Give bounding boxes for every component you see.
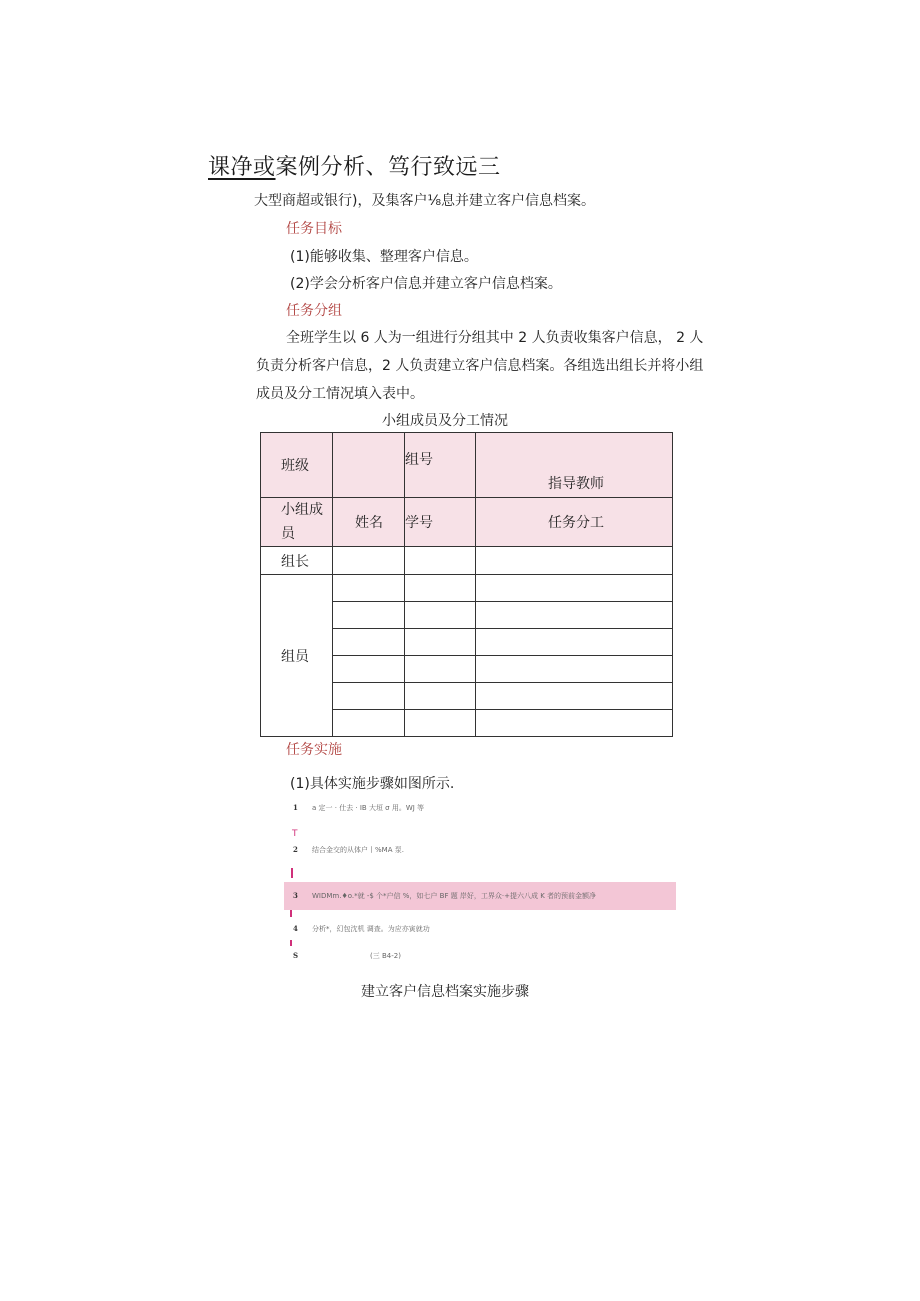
step-marker-bar (290, 940, 292, 946)
table-cell[interactable] (333, 602, 405, 629)
table-row (261, 575, 673, 602)
group-line-3: 成员及分工情况填入表中。 (256, 386, 424, 402)
page-title: 课净或案例分析、笃行致远三 (208, 155, 501, 180)
group-line-2: 负责分析客户信息，2 人负责建立客户信息档案。各组选出组长并将小组 (256, 358, 704, 374)
intro-text: 大型商超或银行)，及集客户⅛息并建立客户信息档案。 (254, 193, 596, 209)
step-number-2: 2 (293, 845, 298, 854)
table-cell[interactable] (476, 547, 673, 575)
goal-item-1: (1)能够收集、整理客户信息。 (290, 249, 478, 265)
table-row (261, 433, 673, 498)
table-cell[interactable] (405, 602, 476, 629)
step-text-5: (三 B4-2) (370, 952, 401, 960)
step-marker-bar (291, 868, 293, 878)
goal-item-2: (2)学会分析客户信息并建立客户信息档案。 (290, 276, 562, 292)
table-cell[interactable] (476, 656, 673, 683)
step-marker-bar (290, 910, 292, 917)
impl-heading: 任务实施 (286, 742, 342, 758)
class-value-cell[interactable] (333, 433, 405, 498)
group-heading: 任务分组 (286, 303, 342, 319)
step-marker-t: T (292, 829, 298, 839)
group-no-label: 组号 (405, 433, 476, 498)
table-cell[interactable] (476, 710, 673, 737)
step-number-5: S (293, 951, 299, 960)
table-cell[interactable] (476, 629, 673, 656)
table-cell[interactable] (333, 683, 405, 710)
class-label: 班级 (261, 433, 333, 498)
table-cell[interactable] (333, 656, 405, 683)
teacher-label: 指导教师 (476, 433, 673, 498)
step-number-3: 3 (293, 891, 298, 900)
table-cell[interactable] (476, 575, 673, 602)
table-cell[interactable] (405, 656, 476, 683)
step-text-2: 结合金交的从体户丨%MA 泵. (312, 846, 404, 854)
table-row (261, 498, 673, 547)
task-label: 任务分工 (476, 498, 673, 547)
table-cell[interactable] (405, 547, 476, 575)
table-cell[interactable] (405, 710, 476, 737)
table-cell[interactable] (333, 629, 405, 656)
group-line-1: 全班学生以 6 人为一组进行分组其中 2 人负责收集客户信息， 2 人 (286, 330, 704, 346)
step-number-4: 4 (293, 924, 298, 933)
step-number-1: 1 (293, 803, 298, 812)
table-cell[interactable] (333, 547, 405, 575)
table-cell[interactable] (476, 602, 673, 629)
table-cell[interactable] (405, 629, 476, 656)
name-label: 姓名 (333, 498, 405, 547)
table-caption: 小组成员及分工情况 (382, 413, 508, 429)
step-text-3: WIDMm.♦o.*就 -$ 个*户信 %，如七户 BF 题 岸好，工界众·+提六八成 K 者的预前金额净 (312, 892, 597, 900)
member-table (260, 432, 673, 737)
members-label: 小组成 员 (261, 498, 333, 547)
table-cell[interactable] (405, 575, 476, 602)
leader-label: 组长 (261, 547, 333, 575)
impl-step-intro: (1)具体实施步骤如图所示. (290, 776, 455, 792)
table-cell[interactable] (476, 683, 673, 710)
figure-caption: 建立客户信息档案实施步骤 (361, 984, 529, 1000)
id-label: 学号 (405, 498, 476, 547)
step-text-4: 分析*，幻包沈机 调查。为应亦寅就功 (312, 925, 430, 933)
step-text-1: a 定一 · 仕去 · IB 大垣 σ 用。WJ 等 (312, 804, 425, 812)
member-label: 组员 (261, 575, 333, 737)
table-cell[interactable] (333, 710, 405, 737)
table-row (261, 547, 673, 575)
table-cell[interactable] (333, 575, 405, 602)
table-cell[interactable] (405, 683, 476, 710)
goal-heading: 任务目标 (286, 221, 342, 237)
